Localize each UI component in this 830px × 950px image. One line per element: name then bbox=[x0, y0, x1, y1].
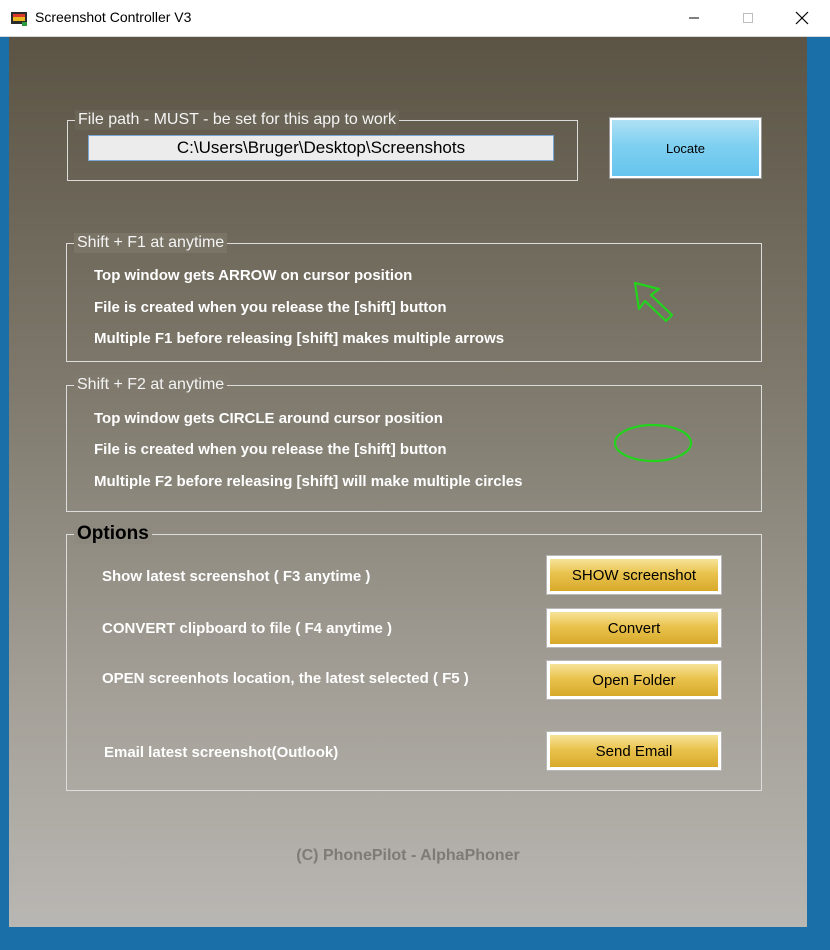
maximize-button[interactable] bbox=[721, 0, 775, 36]
locate-button[interactable]: Locate bbox=[610, 118, 761, 178]
footer-copyright: (C) PhonePilot - AlphaPhoner bbox=[296, 847, 520, 864]
show-screenshot-button[interactable]: SHOW screenshot bbox=[547, 556, 721, 594]
option-label-email: Email latest screenshot(Outlook) bbox=[104, 744, 339, 761]
shift-f1-legend: Shift + F1 at anytime bbox=[74, 233, 227, 253]
shift-f1-line-3: Multiple F1 before releasing [shift] makes multiple arrows bbox=[94, 330, 505, 347]
minimize-button[interactable] bbox=[667, 0, 721, 36]
maximize-icon bbox=[742, 12, 754, 24]
camera-app-icon bbox=[10, 9, 28, 27]
send-email-button[interactable]: Send Email bbox=[547, 732, 721, 770]
option-label-convert: CONVERT clipboard to file ( F4 anytime ) bbox=[102, 620, 393, 637]
shift-f2-line-2: File is created when you release the [shift] button bbox=[94, 441, 447, 458]
green-arrow-icon bbox=[629, 277, 679, 327]
convert-button[interactable]: Convert bbox=[547, 609, 721, 647]
file-path-legend: File path - MUST - be set for this app to work bbox=[75, 110, 399, 130]
file-path-input[interactable] bbox=[88, 135, 554, 161]
open-folder-button[interactable]: Open Folder bbox=[547, 661, 721, 699]
green-circle-icon bbox=[611, 421, 695, 465]
shift-f2-line-1: Top window gets CIRCLE around cursor position bbox=[94, 410, 443, 427]
shift-f1-line-2: File is created when you release the [shift] button bbox=[94, 299, 447, 316]
shift-f2-line-3: Multiple F2 before releasing [shift] will make multiple circles bbox=[94, 473, 523, 490]
close-icon bbox=[795, 11, 809, 25]
shift-f1-line-1: Top window gets ARROW on cursor position bbox=[94, 267, 413, 284]
title-bar bbox=[0, 0, 830, 37]
window-title: Screenshot Controller V3 bbox=[35, 9, 192, 25]
main-panel bbox=[9, 37, 807, 927]
options-legend: Options bbox=[74, 524, 152, 544]
option-label-open: OPEN screenhots location, the latest selected ( F5 ) bbox=[102, 670, 469, 687]
shift-f2-legend: Shift + F2 at anytime bbox=[74, 375, 227, 395]
option-label-show: Show latest screenshot ( F3 anytime ) bbox=[102, 568, 371, 585]
minimize-icon bbox=[688, 12, 700, 24]
close-button[interactable] bbox=[775, 0, 829, 36]
